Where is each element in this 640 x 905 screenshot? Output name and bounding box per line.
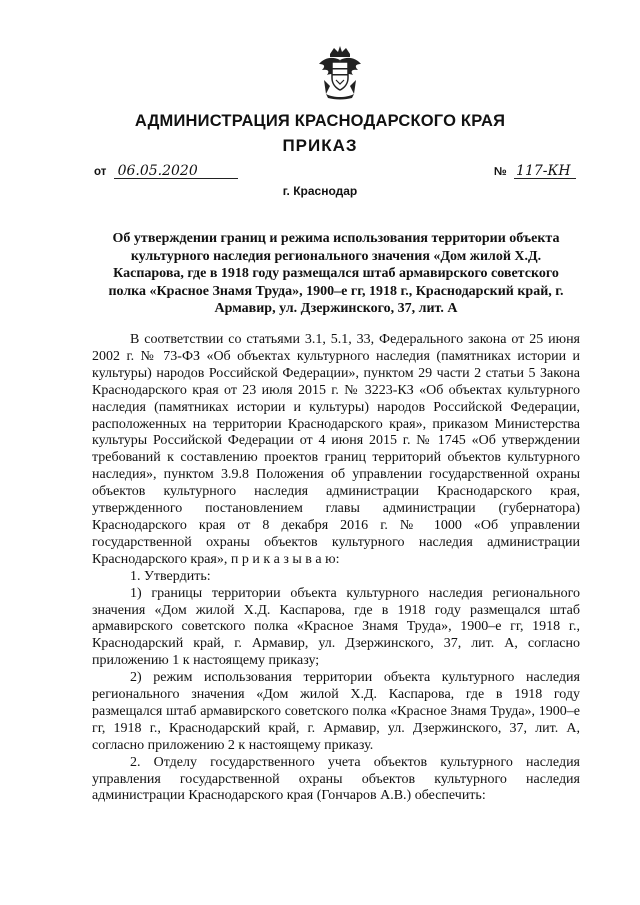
city-label: г. Краснодар: [282, 184, 358, 198]
date-prefix: от: [94, 166, 107, 178]
date-value: 06.05.2020: [114, 164, 238, 179]
organization-name: АДМИНИСТРАЦИЯ КРАСНОДАРСКОГО КРАЯ: [134, 112, 506, 130]
document-body: [92, 332, 580, 805]
number-value: 117-КН: [514, 164, 576, 179]
document-type: ПРИКАЗ: [282, 136, 358, 155]
paragraph-item-1: 1) границы территории объекта культурного наследия регионального значения «Дом жилой Х.Д. Каспарова, где в 1918 году размещался штаб армавирского советского полка «Красное Знамя Труда», 1900–е гг, 1918 г., Краснодарский край, г. Армавир, ул. Дзержинского, 37, лит. А, согласно приложению 1 к настоящему приказу;: [92, 585, 580, 669]
krasnodar-coat-of-arms-icon: [316, 44, 364, 100]
paragraph-approve: 1. Утвердить:: [130, 568, 211, 584]
number-field: [494, 164, 576, 179]
date-field: [94, 164, 238, 179]
document-title: Об утверждении границ и режима использования территории объекта культурного наследия регионального значения «Дом жилой Х.Д. Каспарова, где в 1918 году размещался штаб армавирского советского полка «Красное Знамя Труда», 1900–е гг, 1918 г., Краснодарский край, г. Армавир, ул. Дзержинского, 37, лит. А: [108, 231, 564, 316]
paragraph-point-2: 2. Отделу государственного учета объектов культурного наследия управления государственной охраны объектов культурного наследия администрации Краснодарского края (Гончаров А.В.) обеспечить:: [92, 754, 580, 804]
paragraph-preamble: В соответствии со статьями 3.1, 5.1, 33, Федерального закона от 25 июня 2002 г. № 73-ФЗ «Об объектах культурного наследия (памятниках истории и культуры) народов Российской Федерации», пунктом 29 части 2 статьи 5 Закона Краснодарского края от 23 июля 2015 г. № 3223-КЗ «Об объектах культурного наследия (памятниках истории и культуры) народов Российской Федерации, расположенных на территории Краснодарского края», приказом Министерства культуры Российской Федерации от 4 июня 2015 г. № 1745 «Об утверждении требований к составлению проектов границ территорий объектов культурного наследия», пунктом 3.9.8 Положения об управлении государственной охраны объектов культурного наследия администрации Краснодарского края, утвержденного постановлением главы администрации (губернатора) Краснодарского края от 8 декабря 2016 г. № 1000 «Об управлении государственной охраны объектов культурного наследия администрации Краснодарского края», п р и к а з ы в а ю:: [92, 332, 580, 567]
paragraph-item-2: 2) режим использования территории объекта культурного наследия регионального значения «Дом жилой Х.Д. Каспарова, где в 1918 году размещался штаб армавирского советского полка «Красное Знамя Труда», 1900–е гг, 1918 г., Краснодарский край, г. Армавир, ул. Дзержинского, 37, лит. А, согласно приложению 2 к настоящему приказу.: [92, 670, 580, 753]
number-prefix: №: [494, 166, 507, 178]
